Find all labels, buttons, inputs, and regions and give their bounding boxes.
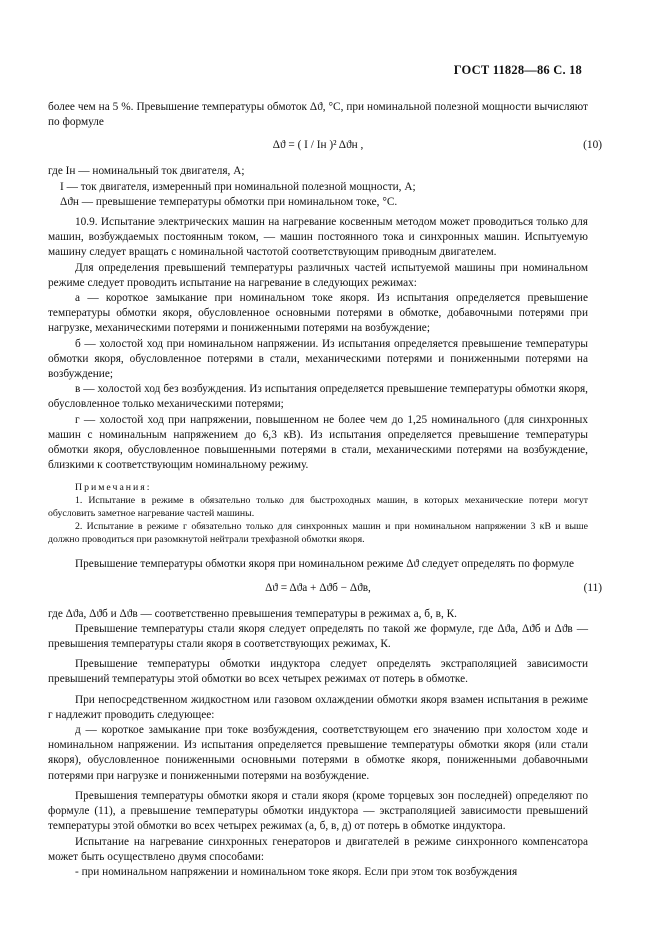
paragraph-cooling: При непосредственном жидкостном или газовом охлаждении обмотки якоря взамен испытания в режиме г надлежит проводить следующее: bbox=[48, 693, 588, 721]
formula-10-number: (10) bbox=[583, 139, 602, 152]
paragraph-dash: - при номинальном напряжении и номинальном токе якоря. Если при этом ток возбуждения bbox=[75, 865, 518, 878]
legend-row: Δϑн — превышение температуры обмотки при номинальном токе, °С. bbox=[60, 195, 398, 208]
paragraph-armature: Превышение температуры обмотки якоря при номинальном режиме Δϑ следует определять по формуле bbox=[75, 558, 575, 571]
mode-v: в — холостой ход без возбуждения. Из испытания определяется превышение температуры обмотки якоря, обусловленное только механическими потерями; bbox=[48, 383, 588, 411]
notes bbox=[48, 482, 588, 546]
formula-10-legend bbox=[48, 164, 588, 210]
formula-10 bbox=[48, 130, 602, 164]
document-body bbox=[48, 62, 602, 880]
paragraph-inductor: Превышение температуры обмотки индуктора следует определять экстраполяцией зависимости превышений температуры этой обмотки во всех четырех режимах от потерь в обмотке. bbox=[48, 658, 588, 686]
paragraph-sync: Испытание на нагревание синхронных генераторов и двигателей в режиме синхронного компенсатора может быть осуществлено двумя способами: bbox=[48, 835, 588, 863]
formula-10-expression: Δϑ = ( I / Iн )² Δϑн , bbox=[272, 139, 364, 152]
formula-11 bbox=[48, 573, 602, 607]
note-item: 2. Испытание в режиме г обязательно только для синхронных машин и при номинальном напряжении 3 кВ и выше должно проводиться при разомкнутой нейтрали трехфазной обмотки якоря. bbox=[48, 520, 588, 545]
page-header: ГОСТ 11828—86 С. 18 bbox=[453, 63, 582, 77]
paragraph-modes: Для определения превышений температуры различных частей испытуемой машины при номинальном режиме следует проводить испытание на нагревание в следующих режимах: bbox=[48, 261, 588, 289]
formula-11-number: (11) bbox=[583, 581, 602, 594]
paragraph-where: где Δϑа, Δϑб и Δϑв — соответственно превышения температуры в режимах а, б, в, К. bbox=[48, 607, 457, 620]
paragraph-formula11: Превышения температуры обмотки якоря и стали якоря (кроме торцевых зон последней) определяют по формуле (11), а превышение температуры обмотки индуктора — экстраполяцией зависимости превышений температуры этой обмотки во всех четырех режимах (а, б, в, д) от потерь в обмотке индуктора. bbox=[48, 789, 588, 833]
formula-11-expression: Δϑ = Δϑа + Δϑб − Δϑв, bbox=[265, 581, 371, 594]
mode-b: б — холостой ход при номинальном напряжении. Из испытания определяется превышение температуры обмотки якоря, обусловленное потерями в стали, механическими потерями и пониженными потерями на возбуждение; bbox=[48, 337, 588, 381]
legend-row: где Iн — номинальный ток двигателя, А; bbox=[48, 165, 245, 178]
paragraph-steel: Превышение температуры стали якоря следует определять по такой же формуле, где Δϑа, Δϑб и Δϑв — превышения температуры стали якоря в соответствующих режимах, К. bbox=[48, 622, 588, 651]
mode-g: г — холостой ход при напряжении, повышенном не более чем до 1,25 номинального (для синхронных машин с номинальным напряжением до 6,3 кВ). Из испытания определяется превышение температуры обмотки якоря, обусловленное повышенными потерями в стали, механическими потерями на возбуждение, близкими к соответствующим номинальному режиму. bbox=[48, 413, 588, 472]
notes-title: Примечания: bbox=[75, 482, 152, 494]
legend-row: I — ток двигателя, измеренный при номинальной полезной мощности, А; bbox=[60, 180, 416, 193]
paragraph-intro: более чем на 5 %. Превышение температуры обмоток Δϑ, °С, при номинальной полезной мощности вычисляют по формуле bbox=[48, 101, 588, 129]
note-item: 1. Испытание в режиме в обязательно только для быстроходных машин, в которых механические потери могут обусловить заметное нагревание частей машины. bbox=[48, 495, 588, 520]
mode-d: д — короткое замыкание при токе возбуждения, соответствующем его значению при холостом ходе и номинальном напряжении. Из испытания определяется превышение температуры обмотки якоря (или стали якоря), обусловленное пониженными основными потерями в обмотке якоря, пониженными добавочными потерями при нагрузке и пониженными потерями на возбуждение. bbox=[48, 724, 588, 782]
paragraph-10-9: 10.9. Испытание электрических машин на нагревание косвенным методом может проводиться только для машин, возбуждаемых постоянным током, — машин постоянного тока и синхронных машин. Испытуемую машину следует вращать с номинальной частотой соответствующим приводным двигателем. bbox=[48, 216, 588, 259]
mode-a: а — короткое замыкание при номинальном токе якоря. Из испытания определяется превышение температуры обмотки якоря, обусловленное основными потерями в обмотке, добавочными потерями при нагрузке, механическими потерями и пониженными потерями на возбуждение; bbox=[48, 292, 588, 335]
